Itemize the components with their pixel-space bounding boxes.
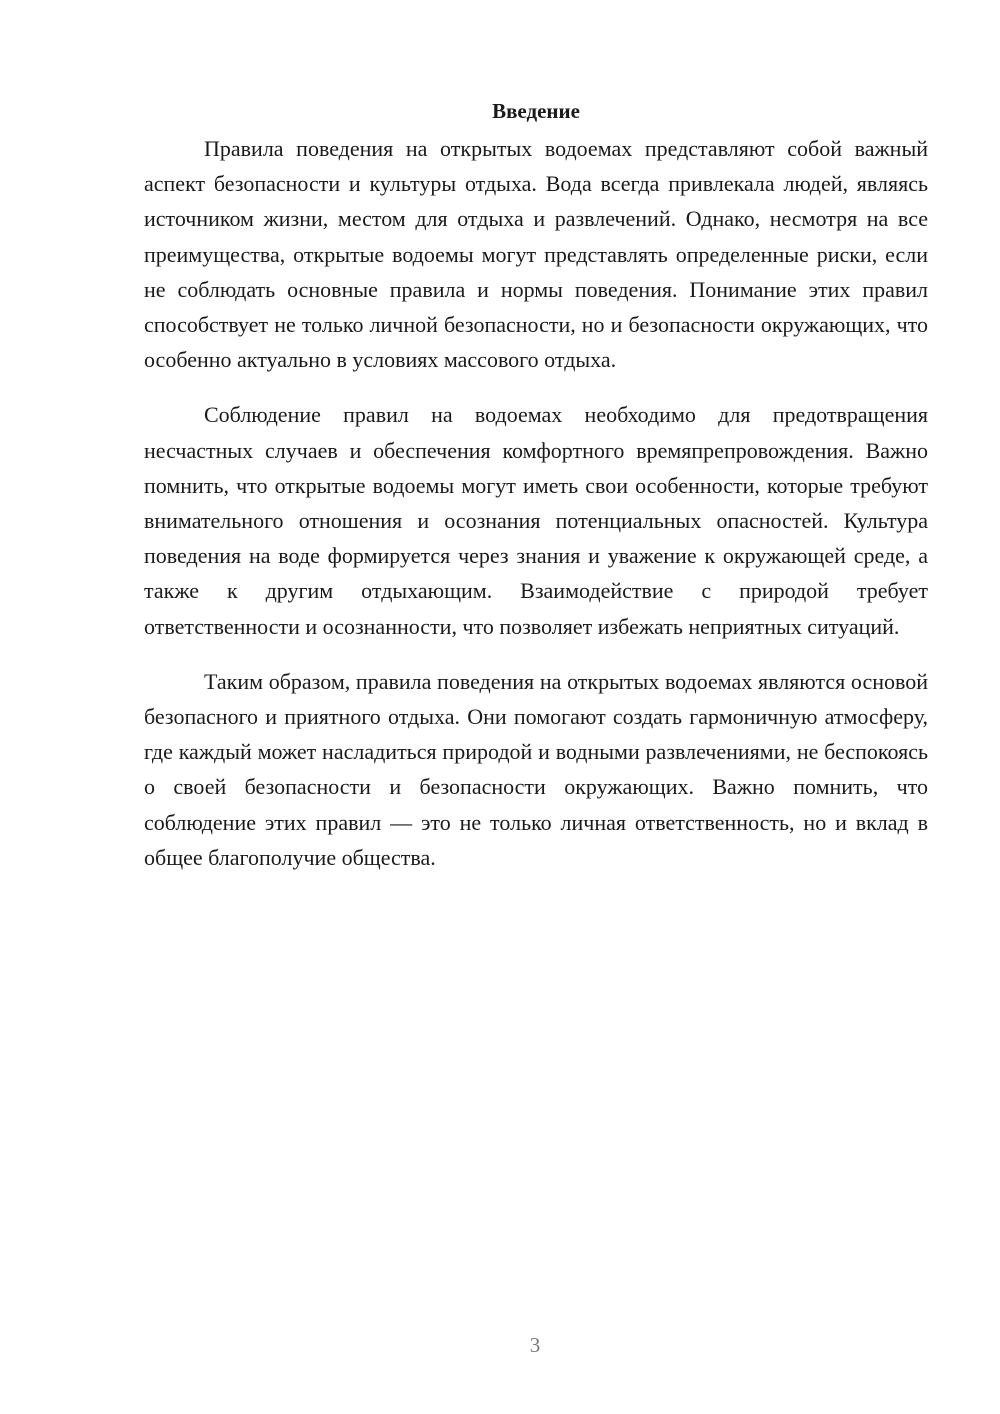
paragraph-2: Соблюдение правил на водоемах необходимо для предотвращения несчастных случаев и обеспечения комфортного времяпрепровождения. Важно помнить, что открытые водоемы могут иметь свои особенности, которые требуют внимательного отношения и осознания потенциальных опасностей. Культура поведения на воде формируется через знания и уважение к окружающей среде, а также к другим отдыхающим. Взаимодействие с природой требует ответственности и осознанности, что позволяет избежать неприятных ситуаций. <box>144 402 928 639</box>
paragraph-1: Правила поведения на открытых водоемах представляют собой важный аспект безопасности и культуры отдыха. Вода всегда привлекала людей, являясь источником жизни, местом для отдыха и развлечений. Однако, несмотря на все преимущества, открытые водоемы могут представлять определенные риски, если не соблюдать основные правила и нормы поведения. Понимание этих правил способствует не только личной безопасности, но и безопасности окружающих, что особенно актуально в условиях массового отдыха. <box>144 136 928 373</box>
paragraph-3: Таким образом, правила поведения на открытых водоемах являются основой безопасного и приятного отдыха. Они помогают создать гармоничную атмосферу, где каждый может насладиться природой и водными развлечениями, не беспокоясь о своей безопасности и безопасности окружающих. Важно помнить, что соблюдение этих правил — это не только личная ответственность, но и вклад в общее благополучие общества. <box>144 668 928 870</box>
section-heading: Введение <box>492 99 580 123</box>
page-number: 3 <box>529 1333 541 1357</box>
page-content <box>144 96 928 895</box>
